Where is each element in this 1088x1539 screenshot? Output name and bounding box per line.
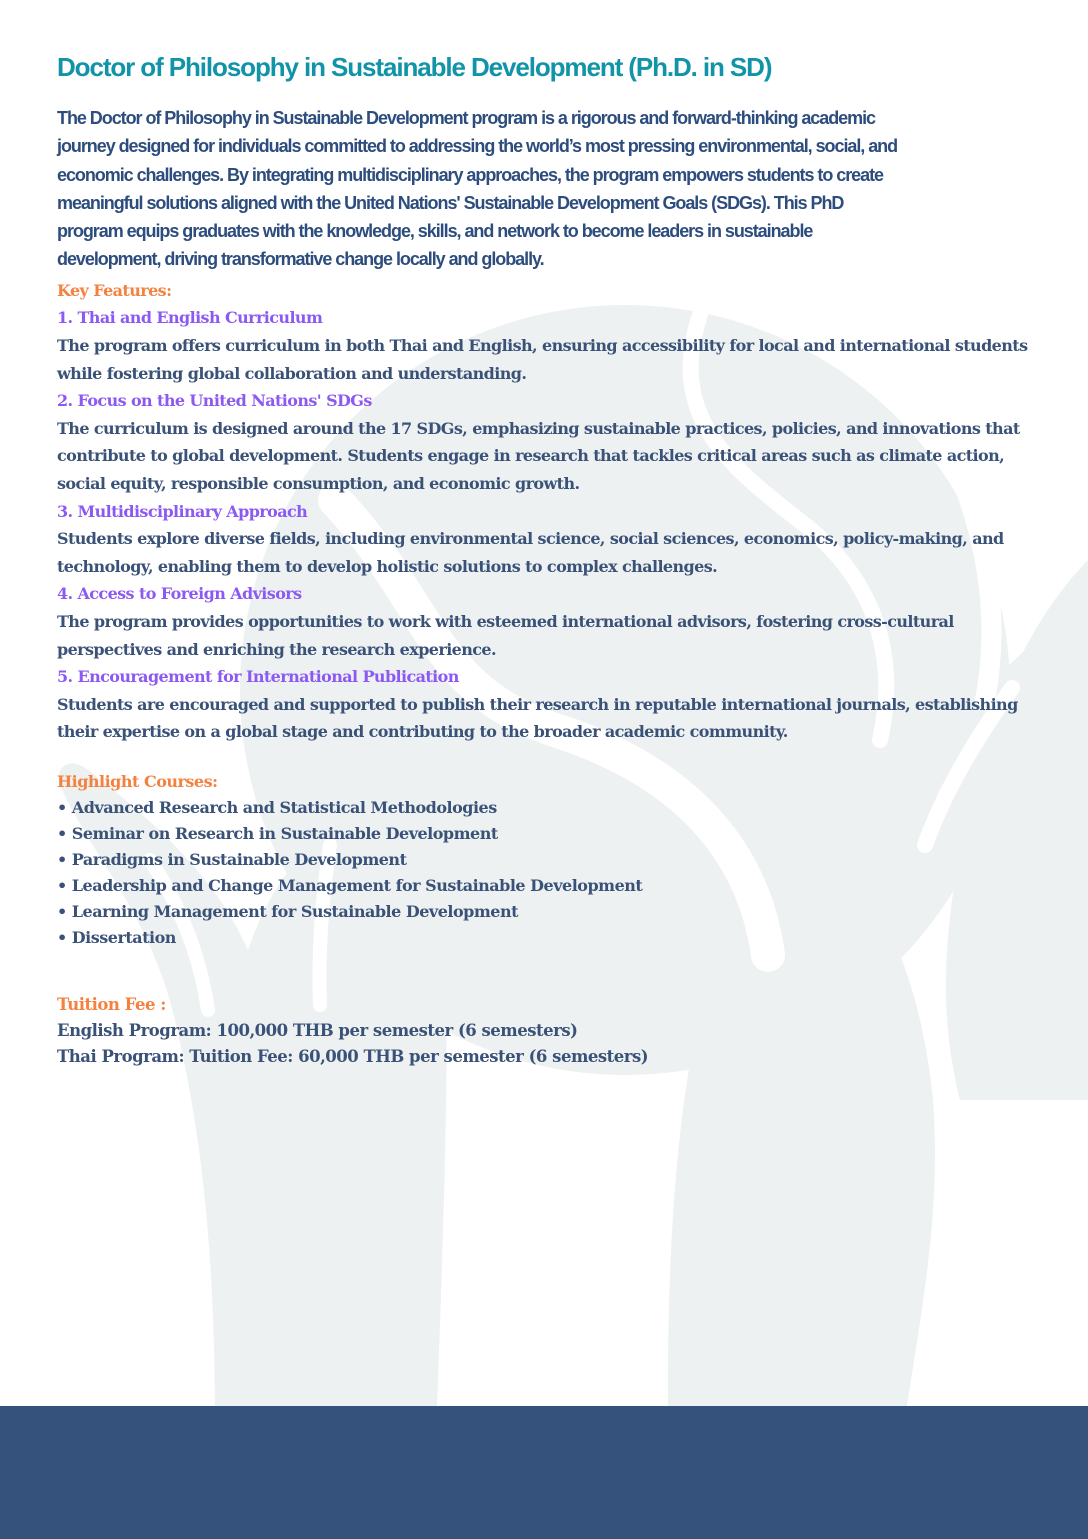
- highlight-courses-heading: Highlight Courses:: [57, 771, 218, 791]
- course-item: • Leadership and Change Management for Sustainable Development: [57, 875, 643, 895]
- feature-body-line: technology, enabling them to develop holistic solutions to complex challenges.: [57, 556, 718, 576]
- feature-body-line: contribute to global development. Students engage in research that tackles critical areas such as climate action,: [57, 446, 1005, 466]
- tuition-fee-line: English Program: 100,000 THB per semester (6 semesters): [57, 1020, 578, 1040]
- feature-title: 4. Access to Foreign Advisors: [57, 584, 302, 604]
- intro-line: meaningful solutions aligned with the United Nations' Sustainable Development Goals (SDGs). This PhD: [57, 192, 844, 213]
- course-item: • Paradigms in Sustainable Development: [57, 849, 407, 869]
- feature-body-line: The program offers curriculum in both Thai and English, ensuring accessibility for local and international students: [57, 335, 1028, 355]
- feature-title: 5. Encouragement for International Publication: [57, 667, 459, 687]
- feature-title: 3. Multidisciplinary Approach: [57, 501, 308, 521]
- tuition-fee-heading: Tuition Fee :: [57, 994, 166, 1014]
- key-features-section: [57, 277, 1031, 746]
- intro-line: development, driving transformative change locally and globally.: [57, 249, 544, 270]
- intro-line: The Doctor of Philosophy in Sustainable Development program is a rigorous and forward-thinking academic: [57, 108, 875, 128]
- course-item: • Advanced Research and Statistical Methodologies: [57, 797, 497, 817]
- feature-body-line: social equity, responsible consumption, and economic growth.: [57, 473, 580, 493]
- page-title: Doctor of Philosophy in Sustainable Development (Ph.D. in SD): [57, 52, 772, 82]
- course-item: • Learning Management for Sustainable Development: [57, 901, 518, 921]
- tuition-fee-section: [57, 992, 1031, 1070]
- footer-band: [0, 1406, 1088, 1539]
- intro-line: journey designed for individuals committed to addressing the world’s most pressing environmental, social, and: [57, 136, 898, 157]
- tuition-fee-line: Thai Program: Tuition Fee: 60,000 THB per semester (6 semesters): [57, 1046, 649, 1066]
- feature-body-line: The program provides opportunities to work with esteemed international advisors, fostering cross-cultural: [57, 611, 954, 631]
- feature-body-line: while fostering global collaboration and understanding.: [57, 363, 527, 383]
- intro-line: economic challenges. By integrating multidisciplinary approaches, the program empowers students to create: [57, 164, 883, 185]
- feature-title: 1. Thai and English Curriculum: [57, 308, 323, 328]
- feature-body-line: Students are encouraged and supported to publish their research in reputable international journals, establishing: [57, 694, 1018, 714]
- key-features-heading: Key Features:: [57, 280, 172, 300]
- course-item: • Dissertation: [57, 927, 176, 947]
- intro-paragraph: [57, 104, 1031, 274]
- highlight-courses-section: [57, 769, 1031, 951]
- feature-body-line: perspectives and enriching the research experience.: [57, 639, 496, 659]
- feature-body-line: The curriculum is designed around the 17 SDGs, emphasizing sustainable practices, policies, and innovations that: [57, 418, 1020, 438]
- course-item: • Seminar on Research in Sustainable Development: [57, 823, 498, 843]
- feature-body-line: their expertise on a global stage and contributing to the broader academic community.: [57, 722, 788, 742]
- feature-body-line: Students explore diverse fields, including environmental science, social sciences, economics, policy-making, and: [57, 529, 1004, 549]
- intro-line: program equips graduates with the knowledge, skills, and network to become leaders in sustainable: [57, 221, 813, 242]
- feature-title: 2. Focus on the United Nations' SDGs: [57, 391, 372, 411]
